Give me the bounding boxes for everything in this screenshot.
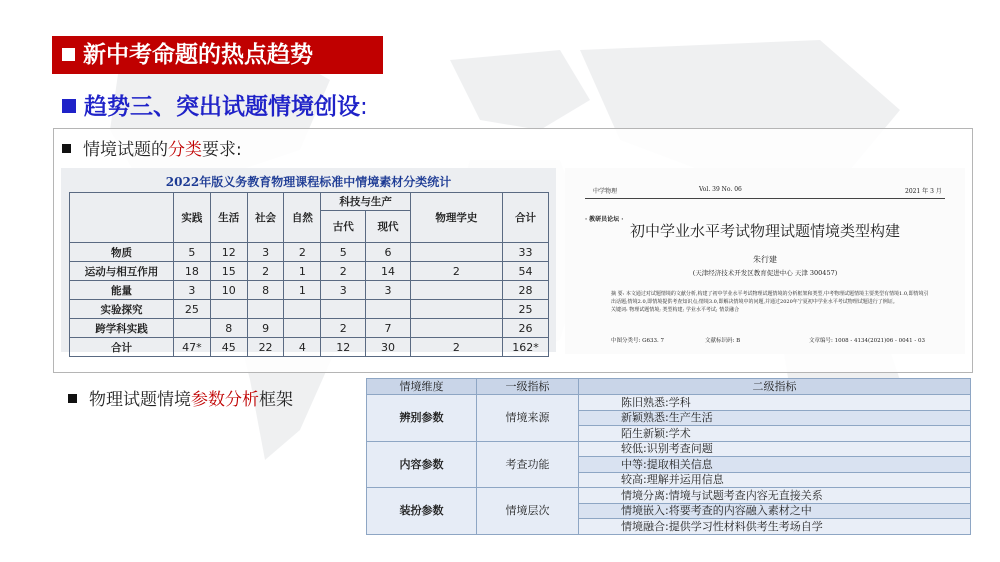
bullet-text: 物理试题情境	[89, 390, 191, 410]
stat-cell: 2	[321, 262, 366, 281]
stat-cell: 18	[174, 262, 211, 281]
stat-header: 社会	[247, 193, 284, 243]
square-bullet-icon	[62, 99, 76, 113]
param-dimension: 辨别参数	[367, 395, 477, 442]
param-sub-indicator: 情境分离:情境与试题考查内容无直接关系	[579, 488, 971, 504]
param-dimension: 内容参数	[367, 441, 477, 488]
bullet-parameter	[68, 385, 293, 410]
stat-cell: 1	[284, 262, 321, 281]
paper-clc: 中图分类号: G633. 7	[611, 338, 664, 344]
stat-cell: 30	[366, 338, 411, 357]
stat-cell	[410, 243, 502, 262]
stat-cell	[321, 300, 366, 319]
stat-cell: 45	[210, 338, 247, 357]
stat-row	[70, 319, 549, 338]
page-title: 新中考命题的热点趋势	[83, 42, 313, 68]
param-row	[367, 488, 971, 504]
paper-section: · 教研员论坛 ·	[585, 216, 624, 223]
parameter-table-body	[367, 395, 971, 535]
param-indicator: 考查功能	[477, 441, 579, 488]
stat-table-body	[70, 243, 549, 357]
paper-affiliation: (天津经济技术开发区教育促进中心 天津 300457)	[692, 269, 838, 277]
stat-row	[70, 300, 549, 319]
stat-cell	[284, 300, 321, 319]
param-sub-indicator: 情境嵌入:将要考查的内容融入素材之中	[579, 503, 971, 519]
stat-cell: 15	[210, 262, 247, 281]
param-sub-indicator: 陌生新颖:学术	[579, 426, 971, 442]
stat-cell: 2	[410, 338, 502, 357]
stat-cell: 22	[247, 338, 284, 357]
square-bullet-icon	[62, 144, 71, 153]
stat-cell: 5	[321, 243, 366, 262]
stat-row-label: 合计	[70, 338, 174, 357]
stat-cell: 6	[366, 243, 411, 262]
journal-name: 中学物理	[593, 188, 618, 195]
stat-cell: 12	[321, 338, 366, 357]
bullet-text: 框架	[259, 390, 293, 410]
stat-cell: 1	[284, 281, 321, 300]
stat-subheader: 古代	[321, 211, 366, 243]
stat-table-title: 2022年版义务教育物理课程标准中情境素材分类统计	[165, 175, 452, 189]
bullet-text: 要求:	[202, 140, 242, 160]
stat-row	[70, 338, 549, 357]
param-header: 情境维度	[367, 379, 477, 395]
stat-cell: 5	[174, 243, 211, 262]
param-sub-indicator: 较低:识别考查问题	[579, 441, 971, 457]
paper-title: 初中学业水平考试物理试题情境类型构建	[629, 222, 900, 240]
param-sub-indicator: 陈旧熟悉:学科	[579, 395, 971, 411]
stat-cell	[247, 300, 284, 319]
stat-row-label: 能量	[70, 281, 174, 300]
param-sub-indicator: 新颖熟悉:生产生活	[579, 410, 971, 426]
trend-text: 趋势三、突出试题情境创设	[84, 94, 360, 120]
stat-row-label: 跨学科实践	[70, 319, 174, 338]
param-row	[367, 395, 971, 411]
stat-cell: 8	[247, 281, 284, 300]
stat-header: 合计	[502, 193, 548, 243]
stat-cell: 2	[247, 262, 284, 281]
stat-cell	[366, 300, 411, 319]
stat-cell: 7	[366, 319, 411, 338]
paper-abstract	[611, 290, 931, 314]
param-row	[367, 441, 971, 457]
stat-row	[70, 262, 549, 281]
stat-table-image	[61, 168, 556, 352]
paper-article-no: 文章编号: 1008 - 4134(2021)06 - 0041 - 03	[809, 338, 925, 344]
square-bullet-icon	[62, 48, 75, 61]
stat-row	[70, 243, 549, 262]
trend-colon: :	[360, 94, 368, 120]
param-indicator: 情境层次	[477, 488, 579, 535]
journal-volume: Vol. 39 No. 06	[699, 186, 742, 193]
stat-header: 实践	[174, 193, 211, 243]
stat-cell: 9	[247, 319, 284, 338]
stat-cell: 162*	[502, 338, 548, 357]
stat-row-label: 运动与相互作用	[70, 262, 174, 281]
stat-cell	[410, 281, 502, 300]
stat-cell: 2	[410, 262, 502, 281]
stat-cell: 8	[210, 319, 247, 338]
param-dimension: 装扮参数	[367, 488, 477, 535]
stat-table	[69, 192, 549, 357]
param-header: 二级指标	[579, 379, 971, 395]
journal-paper-image	[565, 168, 965, 354]
header-rule	[585, 198, 945, 199]
bullet-text: 情境试题的	[83, 140, 168, 160]
trend-heading	[62, 88, 368, 121]
stat-cell: 33	[502, 243, 548, 262]
stat-cell: 12	[210, 243, 247, 262]
stat-cell: 3	[174, 281, 211, 300]
stat-cell: 4	[284, 338, 321, 357]
stat-header: 生活	[210, 193, 247, 243]
paper-author: 朱行建	[753, 255, 777, 264]
stat-cell: 28	[502, 281, 548, 300]
bullet-highlight: 分类	[168, 140, 202, 160]
journal-date: 2021 年 3 月	[905, 188, 942, 195]
stat-cell: 14	[366, 262, 411, 281]
square-bullet-icon	[68, 394, 77, 403]
stat-cell	[174, 319, 211, 338]
stat-cell: 3	[321, 281, 366, 300]
stat-row-label: 实验探究	[70, 300, 174, 319]
stat-cell: 25	[174, 300, 211, 319]
stat-cell: 10	[210, 281, 247, 300]
stat-cell: 3	[366, 281, 411, 300]
stat-cell	[410, 319, 502, 338]
stat-cell: 47*	[174, 338, 211, 357]
bullet-highlight: 参数分析	[191, 390, 259, 410]
stat-row-label: 物质	[70, 243, 174, 262]
stat-subheader: 现代	[366, 211, 411, 243]
param-header: 一级指标	[477, 379, 579, 395]
param-indicator: 情境来源	[477, 395, 579, 442]
keywords-text: 关键词: 物理试题情境; 类型构建; 学业水平考试; 情景融合	[611, 307, 740, 313]
stat-cell: 3	[247, 243, 284, 262]
paper-doc-code: 文献标识码: B	[705, 338, 741, 344]
stat-cell: 25	[502, 300, 548, 319]
stat-cell: 54	[502, 262, 548, 281]
stat-header: 自然	[284, 193, 321, 243]
title-banner	[52, 36, 383, 74]
stat-cell: 2	[284, 243, 321, 262]
stat-cell	[410, 300, 502, 319]
stat-cell	[210, 300, 247, 319]
stat-cell	[284, 319, 321, 338]
parameter-table	[366, 378, 971, 535]
stat-corner	[70, 193, 174, 243]
param-sub-indicator: 较高:理解并运用信息	[579, 472, 971, 488]
stat-cell: 2	[321, 319, 366, 338]
param-sub-indicator: 情境融合:提供学习性材料供考生考场自学	[579, 519, 971, 535]
bullet-classification	[62, 135, 242, 160]
stat-row	[70, 281, 549, 300]
abstract-text: 摘 要: 本文通过对试题情境的文献分析,构建了初中学业水平考试物理试题情境的分析框架和类型,中考物理试题情境主要类型有情境1.0,即情境引出话题;情境2.0,即情境提供考查知识点;情境3.0,即解决情境中的问题,并通过2020年宁夏初中学业水平考试物理试题进行了例证。	[611, 291, 929, 305]
stat-header: 物理学史	[410, 193, 502, 243]
stat-header: 科技与生产	[321, 193, 411, 211]
param-sub-indicator: 中等:提取相关信息	[579, 457, 971, 473]
stat-cell: 26	[502, 319, 548, 338]
